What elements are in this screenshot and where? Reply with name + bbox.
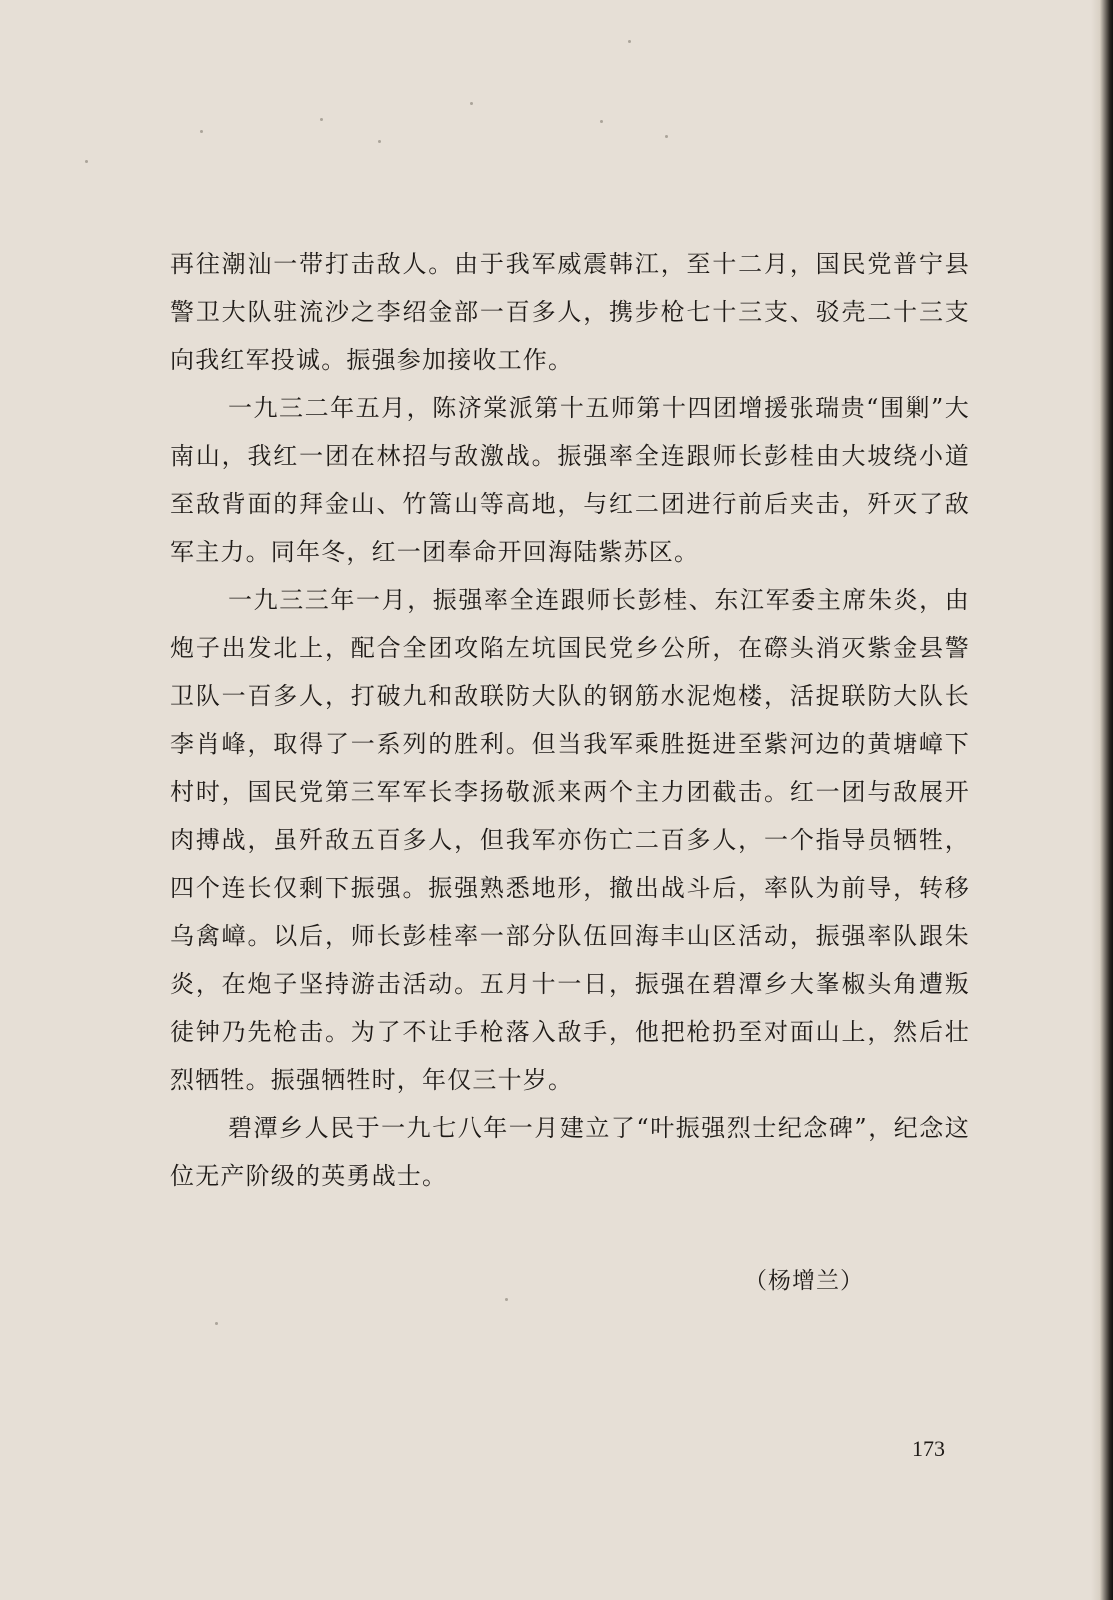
paragraph: 一九三二年五月，陈济棠派第十五师第十四团增援张瑞贵“围剿”大南山，我红一团在林招与敌激战。振强率全连跟师长彭桂由大坡绕小道至敌背面的拜金山、竹篙山等高地，与红二团进行前后夹击，歼灭了敌军主力。同年冬，红一团奉命开回海陆紫苏区。 xyxy=(170,394,970,566)
paper-speck xyxy=(85,160,88,163)
paragraph: 碧潭乡人民于一九七八年一月建立了“叶振强烈士纪念碑”，纪念这位无产阶级的英勇战士。 xyxy=(170,1114,970,1190)
article-body xyxy=(170,240,970,1200)
paper-speck xyxy=(665,135,668,138)
page-number: 173 xyxy=(912,1436,945,1461)
author-credit: （杨增兰） xyxy=(744,1268,864,1294)
paper-speck xyxy=(378,140,381,143)
paper-speck xyxy=(200,130,203,133)
scan-edge xyxy=(1091,0,1113,1600)
paper-speck xyxy=(470,102,473,105)
paragraph: 再往潮汕一带打击敌人。由于我军威震韩江，至十二月，国民党普宁县警卫大队驻流沙之李绍金部一百多人，携步枪七十三支、驳壳二十三支向我红军投诚。振强参加接收工作。 xyxy=(170,250,970,374)
paper-speck xyxy=(215,1322,218,1325)
paper-speck xyxy=(600,120,603,123)
paper-speck xyxy=(628,40,631,43)
paragraph: 一九三三年一月，振强率全连跟师长彭桂、东江军委主席朱炎，由炮子出发北上，配合全团攻陷左坑国民党乡公所，在磜头消灭紫金县警卫队一百多人，打破九和敌联防大队的钢筋水泥炮楼，活捉联防大队长李肖峰，取得了一系列的胜利。但当我军乘胜挺进至紫河边的黄塘嶂下村时，国民党第三军军长李扬敬派来两个主力团截击。红一团与敌展开肉搏战，虽歼敌五百多人，但我军亦伤亡二百多人，一个指导员牺牲，四个连长仅剩下振强。振强熟悉地形，撤出战斗后，率队为前导，转移乌禽嶂。以后，师长彭桂率一部分队伍回海丰山区活动，振强率队跟朱炎，在炮子坚持游击活动。五月十一日，振强在碧潭乡大峯椒头角遭叛徒钟乃先枪击。为了不让手枪落入敌手，他把枪扔至对面山上，然后壮烈牺牲。振强牺牲时，年仅三十岁。 xyxy=(170,586,970,1094)
paper-speck xyxy=(505,1298,508,1301)
paper-speck xyxy=(320,118,323,121)
